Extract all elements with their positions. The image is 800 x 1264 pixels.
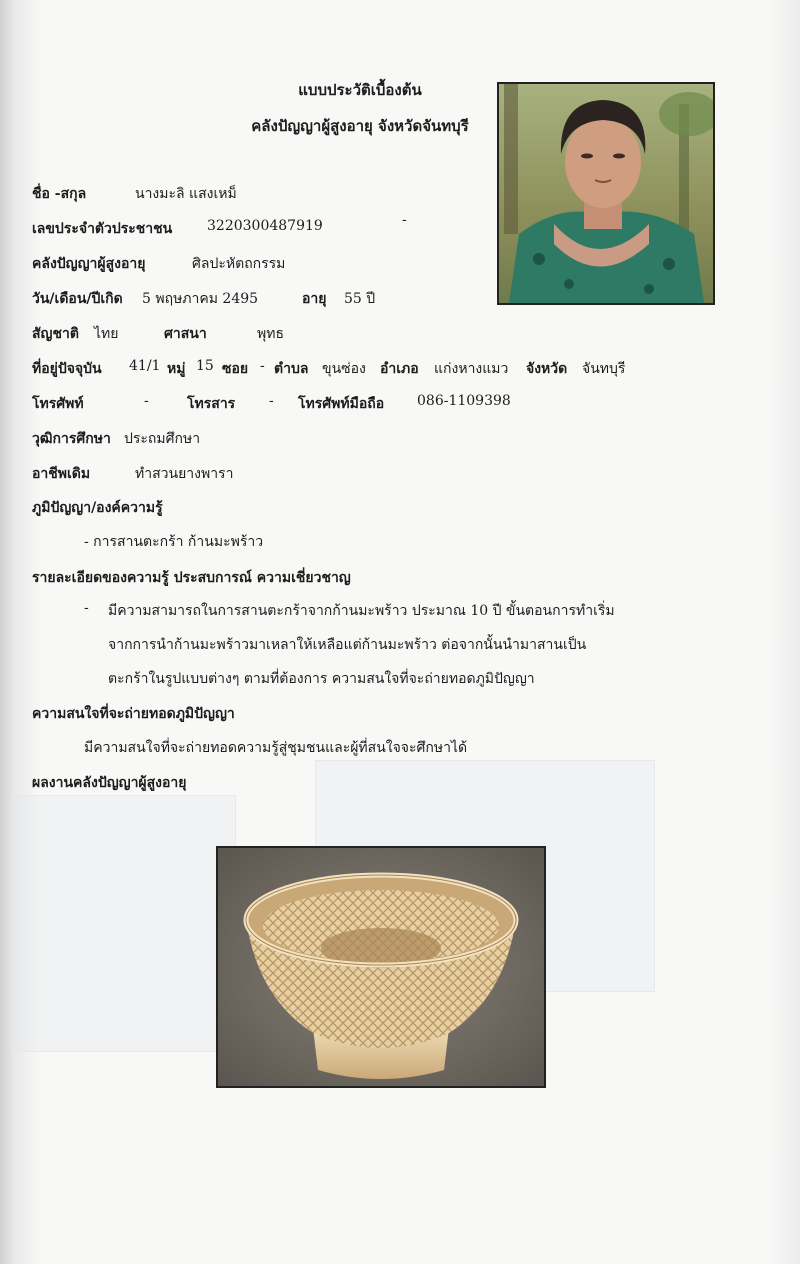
basket-photo — [216, 846, 546, 1088]
moo-label: หมู่ — [167, 361, 186, 377]
name-row — [32, 183, 237, 205]
dob-value: 5 พฤษภาคม 2495 — [142, 291, 259, 307]
amphoe-label: อำเภอ — [380, 361, 419, 377]
tambon-value: ขุนซ่อง — [322, 361, 366, 377]
province-value: จันทบุรี — [582, 361, 626, 377]
fax-label: โทรสาร — [187, 396, 236, 412]
fax-value: - — [269, 393, 274, 409]
occupation-value: ทำสวนยางพารา — [135, 466, 234, 482]
wisdom-item: - การสานตะกร้า ก้านมะพร้าว — [84, 534, 264, 550]
religion-value: พุทธ — [257, 326, 285, 342]
soi-value: - — [260, 358, 265, 374]
dob-row — [32, 288, 376, 310]
nationality-value: ไทย — [94, 326, 119, 342]
dob-label: วัน/เดือน/ปีเกิด — [32, 291, 123, 307]
wisdom-bank-value: ศิลปะหัตถกรรม — [192, 256, 286, 272]
province-label: จังหวัด — [526, 361, 568, 377]
phone-value: - — [144, 393, 149, 409]
nationality-label: สัญชาติ — [32, 326, 79, 342]
form-subtitle: คลังปัญญาผู้สูงอายุ จังหวัดจันทบุรี — [251, 117, 469, 135]
age-value: 55 ปี — [344, 291, 376, 307]
occupation-label: อาชีพเดิม — [32, 466, 91, 482]
house-number: 41/1 — [129, 358, 161, 374]
address-row — [32, 358, 626, 380]
address-label: ที่อยู่ปัจจุบัน — [32, 361, 102, 377]
detail-line-2: จากการนำก้านมะพร้าวมาเหลาให้เหลือแต่ก้านมะพร้าว ต่อจากนั้นนำมาสานเป็น — [108, 637, 587, 653]
detail-line-3: ตะกร้าในรูปแบบต่างๆ ตามที่ต้องการ ความสนใจที่จะถ่ายทอดภูมิปัญญา — [108, 671, 535, 687]
wisdom-bank-label: คลังปัญญาผู้สูงอายุ — [32, 256, 146, 272]
id-value: 3220300487919 — [207, 218, 323, 234]
id-row — [32, 212, 407, 240]
form-title: แบบประวัติเบื้องต้น — [298, 81, 422, 99]
education-value: ประถมศึกษา — [124, 431, 201, 447]
interest-text: มีความสนใจที่จะถ่ายทอดความรู้สู่ชุมชนและผู้ที่สนใจจะศึกษาได้ — [84, 740, 468, 756]
name-label: ชื่อ -สกุล — [32, 186, 87, 202]
soi-label: ซอย — [222, 361, 249, 377]
amphoe-value: แก่งหางแมว — [434, 361, 509, 377]
wisdom-heading: ภูมิปัญญา/องค์ความรู้ — [32, 500, 163, 516]
id-label: เลขประจำตัวประชาชน — [32, 221, 173, 237]
moo-value: 15 — [196, 358, 214, 374]
occupation-row — [32, 463, 234, 485]
mobile-label: โทรศัพท์มือถือ — [298, 396, 385, 412]
education-row — [32, 428, 201, 450]
works-heading: ผลงานคลังปัญญาผู้สูงอายุ — [32, 775, 187, 791]
education-label: วุฒิการศึกษา — [32, 431, 111, 447]
interest-heading: ความสนใจที่จะถ่ายทอดภูมิปัญญา — [32, 706, 235, 722]
detail-line-1: มีความสามารถในการสานตะกร้าจากก้านมะพร้าว ประมาณ 10 ปี ขั้นตอนการทำเริ่ม — [108, 603, 615, 619]
religion-label: ศาสนา — [164, 326, 207, 342]
id-mark: - — [402, 212, 407, 228]
nationality-row — [32, 323, 285, 345]
detail-bullet-dash: - — [84, 600, 89, 616]
phone-label: โทรศัพท์ — [32, 396, 84, 412]
bleed-through-shadow — [12, 795, 236, 1052]
detail-heading: รายละเอียดของความรู้ ประสบการณ์ ความเชี่ยวชาญ — [32, 570, 351, 586]
tambon-label: ตำบล — [274, 361, 309, 377]
mobile-value: 086-1109398 — [417, 393, 511, 409]
phone-row — [32, 393, 511, 415]
name-value: นางมะลิ แสงเหม็ — [135, 186, 237, 202]
wisdom-bank-row — [32, 253, 286, 275]
portrait-photo — [497, 82, 715, 305]
age-label: อายุ — [302, 291, 327, 307]
